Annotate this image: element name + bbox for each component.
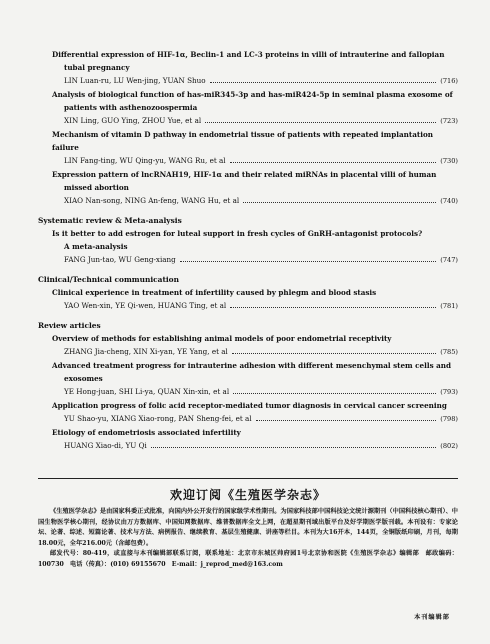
article-page-number: (781) — [440, 302, 458, 310]
table-of-contents — [38, 48, 458, 453]
article-authors: LIN Luan-ru, LU Wen-jing, YUAN Shuo — [64, 76, 206, 85]
article-page-number: (740) — [440, 197, 458, 205]
leader-dots — [205, 122, 436, 123]
subscription-notice — [38, 486, 458, 570]
article-authors: YE Hong-juan, SHI Li-ya, QUAN Xin-xin, et al — [64, 387, 230, 396]
article-byline — [64, 412, 458, 426]
article-byline — [64, 299, 458, 313]
article-authors: XIN Ling, GUO Ying, ZHOU Yue, et al — [64, 116, 202, 125]
article-title: Analysis of biological function of has-miR345-3p and has-miR424-5p in seminal plasma exosome of — [52, 90, 453, 99]
article-page-number: (802) — [440, 442, 458, 450]
article-page-number: (793) — [440, 388, 458, 396]
leader-dots — [256, 420, 437, 421]
article-title: Overview of methods for establishing animal models of poor endometrial receptivity — [52, 334, 392, 343]
editorial-office-signature: 本刊编辑部 — [414, 614, 450, 621]
leader-dots — [230, 307, 436, 308]
leader-dots — [232, 353, 436, 354]
article-page-number: (785) — [440, 348, 458, 356]
article-byline — [64, 114, 458, 128]
article-title: Etiology of endometriosis associated infertility — [52, 428, 241, 437]
leader-dots — [233, 393, 436, 394]
article-byline — [64, 194, 458, 208]
article-title: Advanced treatment progress for intrauterine adhesion with different mesenchymal stem cells and — [52, 361, 452, 370]
section-heading: Clinical/Technical communication — [38, 275, 179, 284]
article-byline — [64, 253, 458, 267]
article-title: exosomes — [64, 374, 103, 383]
article-authors: XIAO Nan-song, NING An-feng, WANG Hu, et al — [64, 196, 240, 205]
article-page-number: (716) — [440, 77, 458, 85]
article-title: tubal pregnancy — [64, 63, 130, 72]
article-authors: YU Shao-yu, XIANG Xiao-rong, PAN Sheng-fei, et al — [64, 414, 252, 423]
section-divider — [38, 478, 458, 479]
article-title: Application progress of folic acid receptor-mediated tumor diagnosis in cervical cancer screening — [52, 401, 447, 410]
section-heading: Review articles — [38, 321, 101, 330]
article-page-number: (798) — [440, 415, 458, 423]
notice-title: 欢迎订阅《生殖医学杂志》 — [169, 488, 326, 502]
notice-body: 《生殖医学杂志》是由国家科委正式批准，向国内外公开发行的国家级学术性期刊。为国家科技部中国科技论文统计源期刊（中国科技核心期刊）、中国生物医学核心期刊，经协议由万方数据库、中国知网数据库、维普数据库全文上网，在超星期刊域出版平台及好学期医学版刊载。本刊设有：专家论坛、论著、综述、短篇论著、技术与方法、病例报告、继续教育、基层生殖健康、讲座等栏目。本刊为大16开本，144页，全铜版纸印刷，月刊，每期18.00元，全年216.00元（含邮包费）。 — [38, 508, 458, 547]
article-authors: YAO Wen-xin, YE Qi-wen, HUANG Ting, et al — [64, 301, 227, 310]
leader-dots — [210, 82, 437, 83]
article-title: Differential expression of HIF-1α, Beclin-1 and LC-3 proteins in villi of intrauterine and fallopian — [52, 50, 445, 59]
article-title: Clinical experience in treatment of infertility caused by phlegm and blood stasis — [52, 288, 377, 297]
article-title: Expression pattern of lncRNAH19, HIF-1α and their related miRNAs in placental villi of human — [52, 170, 437, 179]
leader-dots — [180, 261, 437, 262]
article-title: Mechanism of vitamin D pathway in endometrial tissue of patients with repeated implantation failure — [52, 130, 433, 152]
article-title: Is it better to add estrogen for luteal support in fresh cycles of GnRH-antagonist protocols? — [52, 229, 423, 238]
article-page-number: (723) — [440, 117, 458, 125]
article-title: patients with asthenozoospermia — [64, 103, 198, 112]
article-page-number: (747) — [440, 256, 458, 264]
article-byline — [64, 74, 458, 88]
article-byline — [64, 439, 458, 453]
article-title: A meta-analysis — [64, 242, 128, 251]
article-byline — [64, 154, 458, 168]
notice-contact: 邮发代号：80-419，或直接与本刊编辑部联系订阅，联系地址：北京市东城区帅府园1号北京协和医院《生殖医学杂志》编辑部 邮政编码：100730 电话（传真）：(010) 69155670 E-mail：j_reprod_med@163.com — [38, 550, 458, 568]
leader-dots — [230, 162, 437, 163]
leader-dots — [151, 447, 436, 448]
article-authors: LIN Fang-ting, WU Qing-yu, WANG Ru, et al — [64, 156, 226, 165]
article-byline — [64, 385, 458, 399]
article-title: missed abortion — [64, 183, 129, 192]
article-page-number: (730) — [440, 157, 458, 165]
leader-dots — [243, 202, 436, 203]
article-authors: HUANG Xiao-di, YU Qi — [64, 441, 147, 450]
section-heading: Systematic review & Meta-analysis — [38, 216, 182, 225]
article-authors: FANG Jun-tao, WU Geng-xiang — [64, 255, 176, 264]
article-byline — [64, 345, 458, 359]
article-authors: ZHANG Jia-cheng, XIN Xi-yan, YE Yang, et al — [64, 347, 228, 356]
